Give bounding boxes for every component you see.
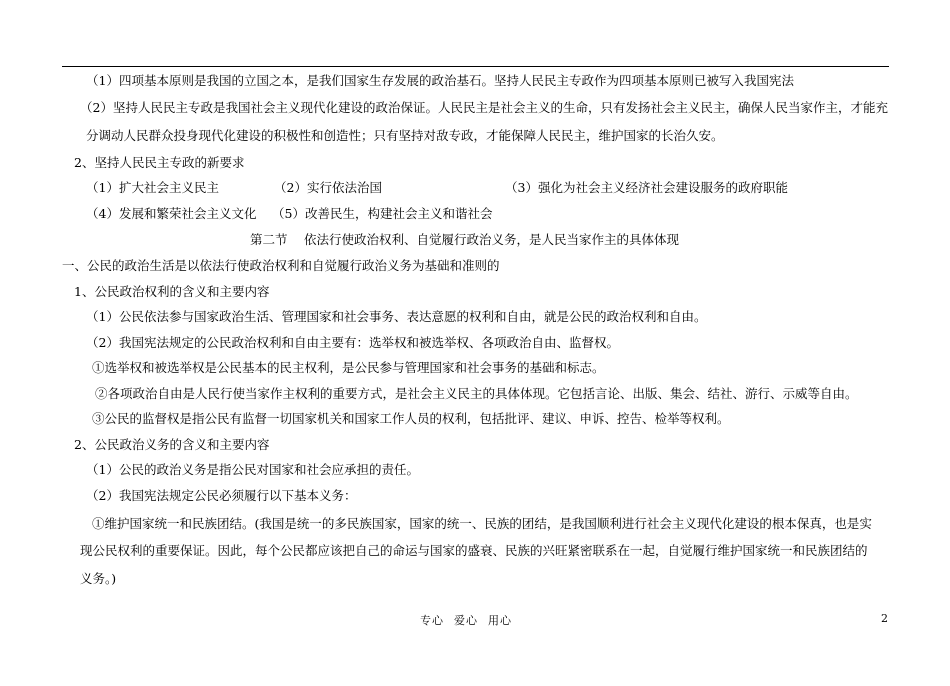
text-line: （4）发展和繁荣社会主义文化 xyxy=(86,206,257,221)
text-line: 现公民权利的重要保证。因此，每个公民都应该把自己的命运与国家的盛衰、民族的兴旺紧密联系在一起，自觉履行维护国家统一和民族团结的 xyxy=(80,543,868,558)
text-line: （2）实行依法治国 xyxy=(274,180,382,195)
text-line: （1）四项基本原则是我国的立国之本，是我们国家生存发展的政治基石。坚持人民民主专政作为四项基本原则已被写入我国宪法 xyxy=(86,73,794,88)
footer-motto xyxy=(420,612,522,628)
text-line: ③公民的监督权是指公民有监督一切国家机关和国家工作人员的权利，包括批评、建议、申诉、控告、检举等权利。 xyxy=(92,411,730,426)
text-line: （5）改善民生，构建社会主义和谐社会 xyxy=(272,206,493,221)
text-line: （2）坚持人民民主专政是我国社会主义现代化建设的政治保证。人民民主是社会主义的生命，只有发扬社会主义民主，确保人民当家作主，才能充 xyxy=(80,100,888,115)
text-line: 1、公民政治权利的含义和主要内容 xyxy=(74,284,270,299)
footer-part: 专心 xyxy=(420,614,444,627)
header-rule xyxy=(62,66,889,67)
text-line: （1）公民依法参与国家政治生活、管理国家和社会事务、表达意愿的权利和自由，就是公民的政治权利和自由。 xyxy=(86,309,707,324)
text-line: （1）扩大社会主义民主 xyxy=(86,180,219,195)
page-number: 2 xyxy=(881,612,888,625)
text-line: 义务。) xyxy=(80,571,117,586)
footer-part: 爱心 xyxy=(454,614,478,627)
text-line: 2、坚持人民民主专政的新要求 xyxy=(74,155,245,170)
text-line: （3）强化为社会主义经济社会建设服务的政府职能 xyxy=(505,180,788,195)
text-line: ①维护国家统一和民族团结。(我国是统一的多民族国家，国家的统一、民族的团结，是我国顺利进行社会主义现代化建设的根本保真，也是实 xyxy=(92,516,872,531)
text-line: 分调动人民群众投身现代化建设的积极性和创造性；只有坚持对敌专政，才能保障人民民主，维护国家的长治久安。 xyxy=(86,128,724,143)
text-line: ②各项政治自由是人民行使当家作主权利的重要方式，是社会主义民主的具体体现。它包括言论、出版、集会、结社、游行、示威等自由。 xyxy=(95,386,858,401)
text-line: 2、公民政治义务的含义和主要内容 xyxy=(74,437,270,452)
text-line: 一、公民的政治生活是以依法行使政治权利和自觉履行政治义务为基础和准则的 xyxy=(62,258,500,273)
footer-part: 用心 xyxy=(488,614,512,627)
text-line: （2）我国宪法规定的公民政治权利和自由主要有：选举权和被选举权、各项政治自由、监督权。 xyxy=(86,335,619,350)
text-line: （1）公民的政治义务是指公民对国家和社会应承担的责任。 xyxy=(86,462,419,477)
section-title: 第二节 依法行使政治权利、自觉履行政治义务，是人民当家作主的具体体现 xyxy=(250,232,679,247)
text-line: （2）我国宪法规定公民必须履行以下基本义务： xyxy=(86,488,357,503)
text-line: ①选举权和被选举权是公民基本的民主权利，是公民参与管理国家和社会事务的基础和标志。 xyxy=(92,360,605,375)
